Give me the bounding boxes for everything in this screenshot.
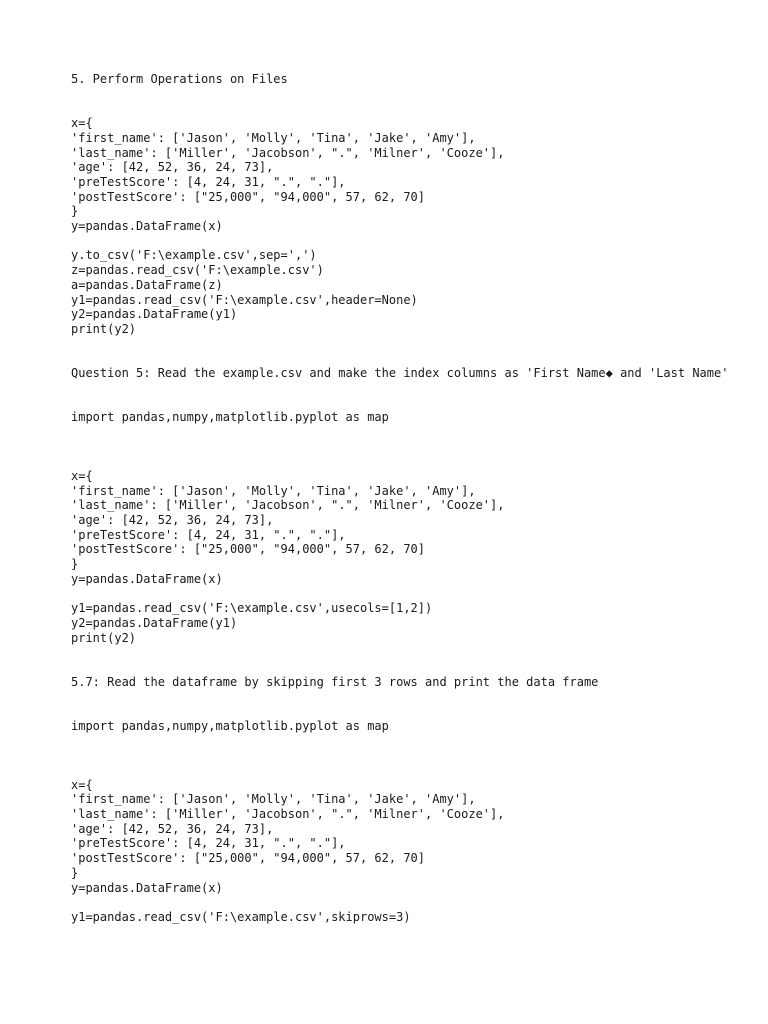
code-line: 'first_name': ['Jason', 'Molly', 'Tina', 'Jake', 'Amy'], [71, 130, 476, 145]
spacer [71, 87, 731, 116]
spacer [71, 895, 731, 910]
code-line: 'last_name': ['Miller', 'Jacobson', ".", 'Milner', 'Cooze'], [71, 498, 505, 513]
code-line: y1=pandas.read_csv('F:\example.csv',skiprows=3) [71, 909, 411, 924]
code-line: y=pandas.DataFrame(x) [71, 219, 223, 234]
code-line: } [71, 865, 79, 880]
code-line: y.to_csv('F:\example.csv',sep=',') [71, 248, 317, 263]
code-line: 'preTestScore': [4, 24, 31, ".", "."], [71, 174, 346, 189]
code-line: x={ [71, 777, 93, 792]
code-line: print(y2) [71, 321, 137, 336]
code-line: a=pandas.DataFrame(z) [71, 277, 223, 292]
code-line: 'age': [42, 52, 36, 24, 73], [71, 513, 274, 528]
code-block-dict-1 [71, 116, 731, 234]
spacer [71, 587, 731, 602]
spacer [71, 381, 731, 410]
code-line: 'first_name': ['Jason', 'Molly', 'Tina', 'Jake', 'Amy'], [71, 483, 476, 498]
code-line: 'last_name': ['Miller', 'Jacobson', ".", 'Milner', 'Cooze'], [71, 807, 505, 822]
code-line: 'first_name': ['Jason', 'Molly', 'Tina', 'Jake', 'Amy'], [71, 792, 476, 807]
code-line: y1=pandas.read_csv('F:\example.csv',usecols=[1,2]) [71, 601, 433, 616]
code-line: 'age': [42, 52, 36, 24, 73], [71, 821, 274, 836]
code-block-ops-q5 [71, 601, 731, 645]
spacer [71, 645, 731, 674]
document-body [71, 72, 731, 925]
code-line: 'postTestScore': ["25,000", "94,000", 57, 62, 70] [71, 189, 426, 204]
spacer [71, 337, 731, 366]
code-line: 'age': [42, 52, 36, 24, 73], [71, 160, 274, 175]
code-line: } [71, 204, 79, 219]
code-line: 'preTestScore': [4, 24, 31, ".", "."], [71, 836, 346, 851]
spacer [71, 689, 731, 718]
code-line: 'postTestScore': ["25,000", "94,000", 57, 62, 70] [71, 851, 426, 866]
question-5-text: Question 5: Read the example.csv and make the index columns as 'First Name◆ and 'Last Name' [71, 366, 729, 381]
code-line: y2=pandas.DataFrame(y1) [71, 307, 238, 322]
code-line: 'postTestScore': ["25,000", "94,000", 57, 62, 70] [71, 542, 426, 557]
code-block-ops-q57 [71, 910, 731, 925]
code-line: y=pandas.DataFrame(x) [71, 880, 223, 895]
question-5-7-text: 5.7: Read the dataframe by skipping first 3 rows and print the data frame [71, 674, 599, 689]
spacer [71, 425, 731, 469]
code-line: } [71, 557, 79, 572]
code-block-ops-1 [71, 248, 731, 336]
spacer [71, 734, 731, 778]
code-line: y2=pandas.DataFrame(y1) [71, 615, 238, 630]
code-line: 'last_name': ['Miller', 'Jacobson', ".", 'Milner', 'Cooze'], [71, 145, 505, 160]
code-line: z=pandas.read_csv('F:\example.csv') [71, 263, 324, 278]
spacer [71, 234, 731, 249]
code-line: y=pandas.DataFrame(x) [71, 571, 223, 586]
code-line: x={ [71, 116, 93, 131]
import-line-q57: import pandas,numpy,matplotlib.pyplot as map [71, 718, 389, 733]
code-line: x={ [71, 468, 93, 483]
code-line: 'preTestScore': [4, 24, 31, ".", "."], [71, 527, 346, 542]
code-line: print(y2) [71, 630, 137, 645]
import-line-q5: import pandas,numpy,matplotlib.pyplot as map [71, 410, 389, 425]
section-heading: 5. Perform Operations on Files [71, 72, 288, 86]
code-block-dict-q5 [71, 469, 731, 587]
code-block-dict-q57 [71, 778, 731, 896]
code-line: y1=pandas.read_csv('F:\example.csv',header=None) [71, 292, 418, 307]
